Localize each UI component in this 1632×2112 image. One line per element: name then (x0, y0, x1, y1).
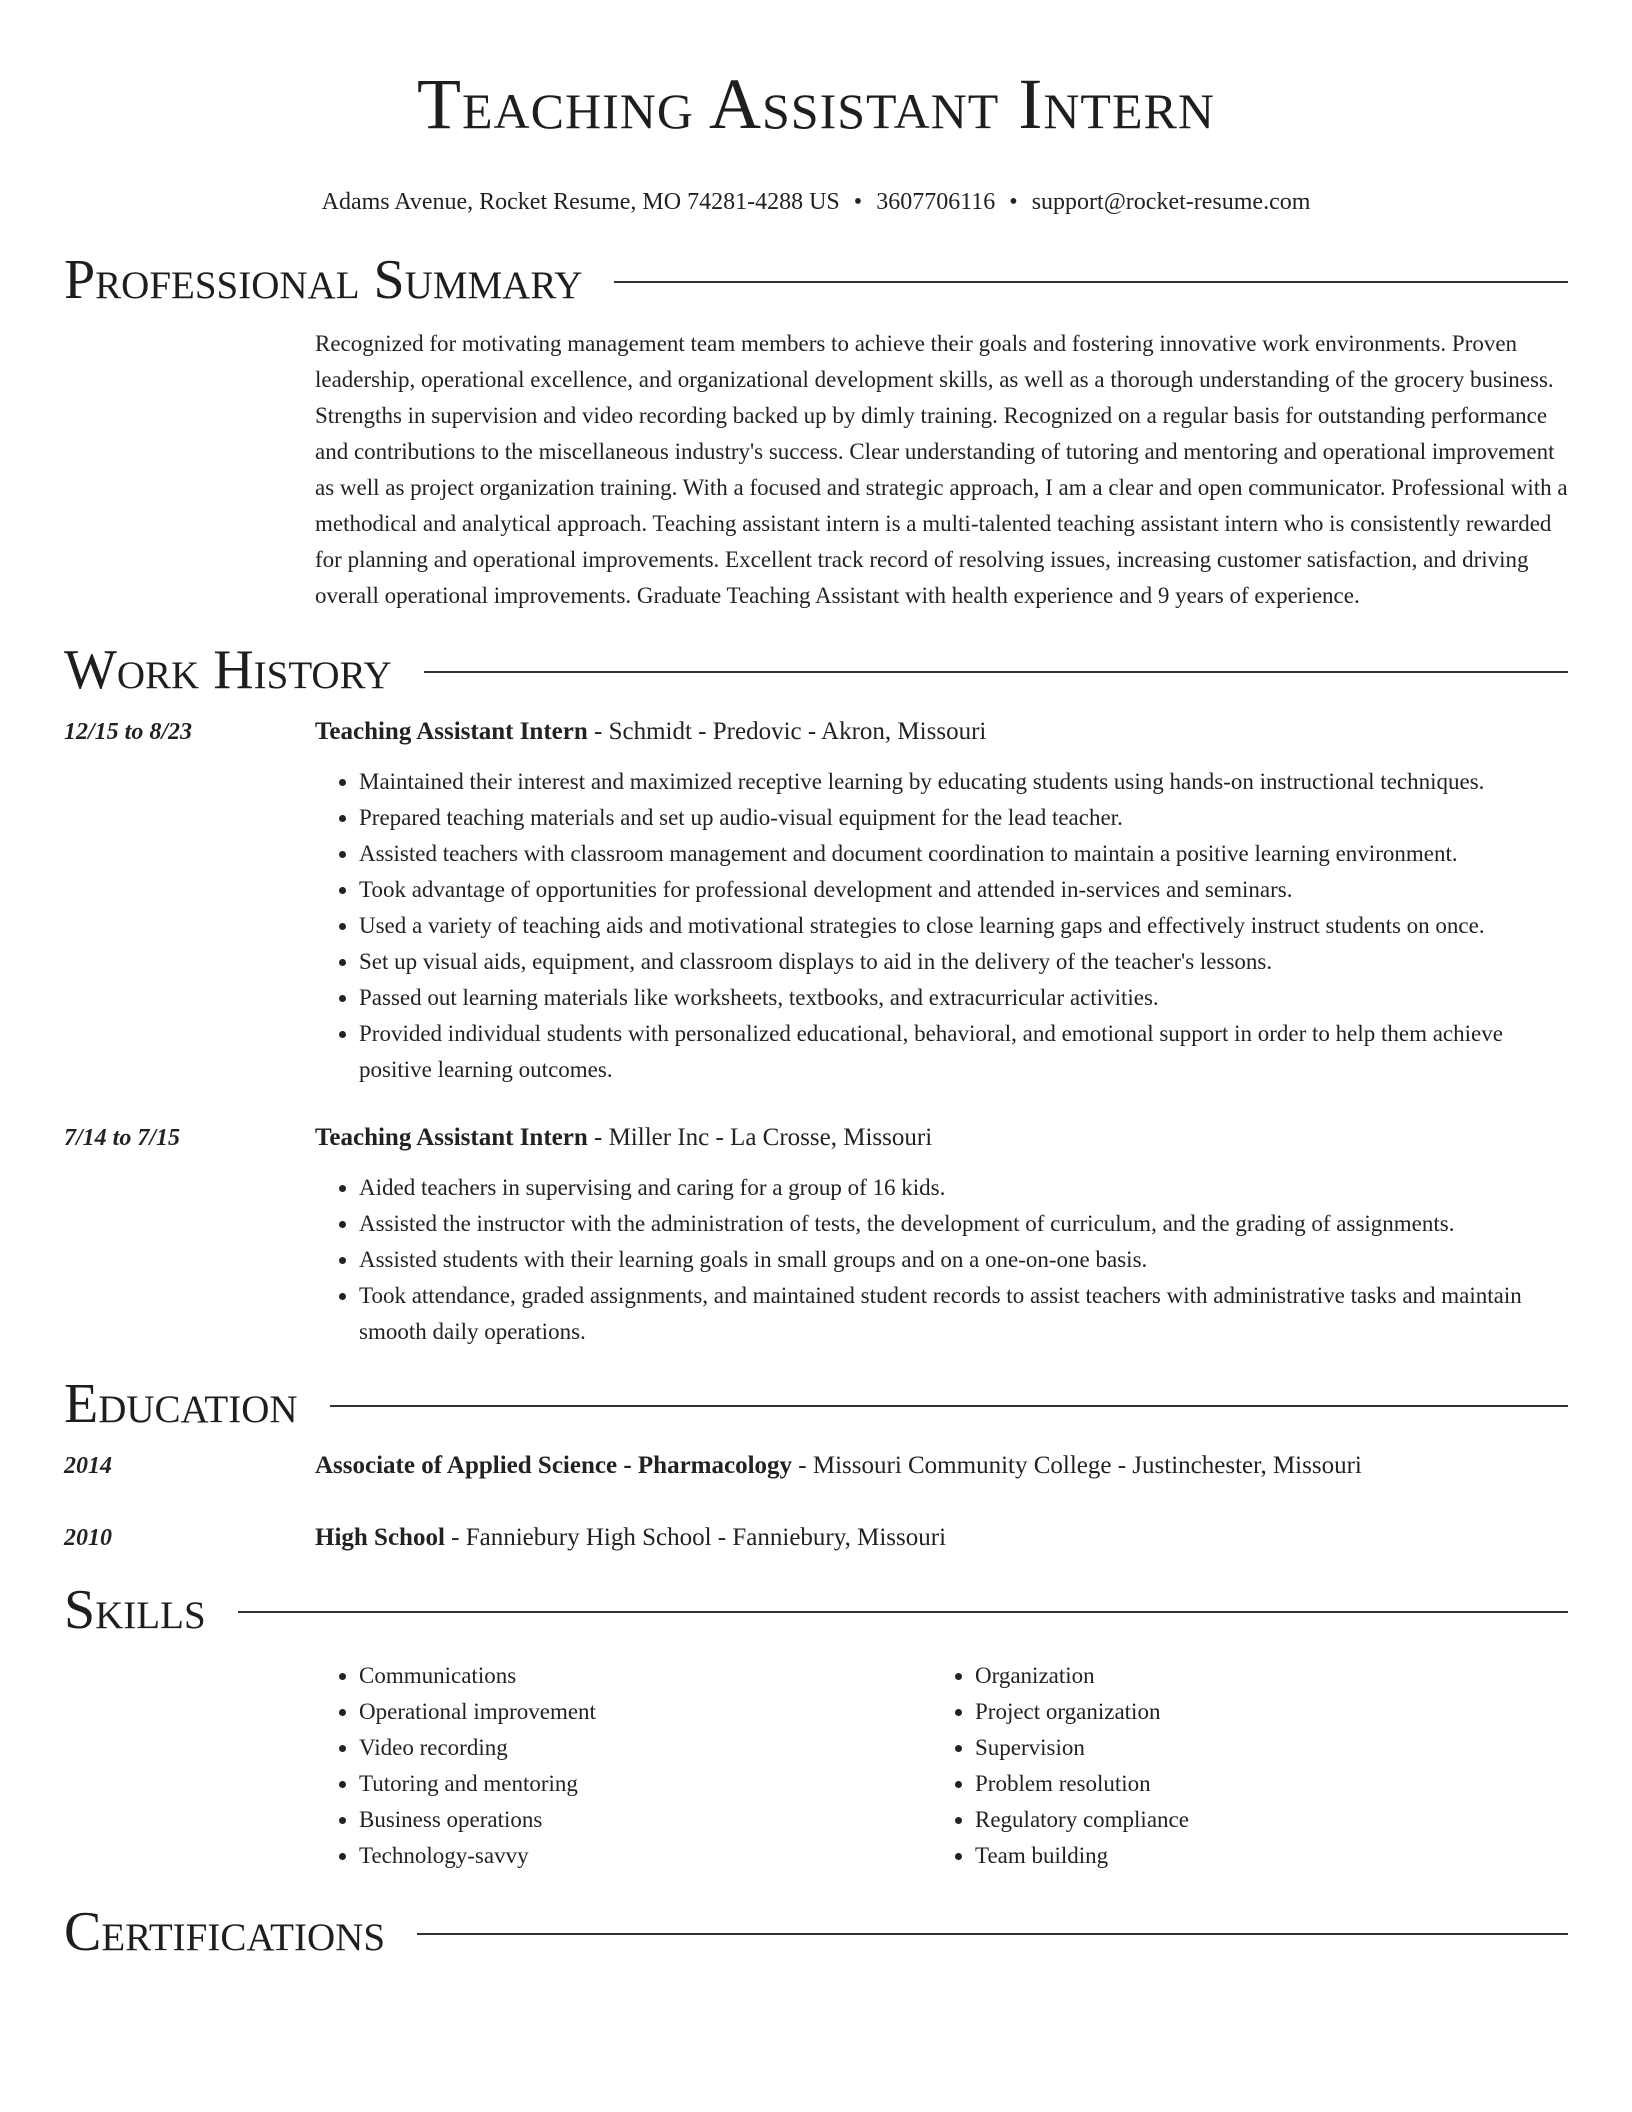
job-bullet: • Took attendance, graded assignments, and maintained student records to assist teachers with administrative tasks and maintain smooth daily operations. (359, 1278, 1568, 1350)
section-summary-header (64, 248, 1568, 312)
job-bullet: • Maintained their interest and maximized receptive learning by educating students using hands-on instructional techniques. (359, 764, 1568, 800)
skills-column-right (931, 1658, 1547, 1874)
job-details: - Miller Inc - La Crosse, Missouri (587, 1124, 933, 1151)
skills-column-left (315, 1658, 931, 1874)
section-certifications-header (64, 1900, 1568, 1964)
skill-item: • Operational improvement (359, 1694, 931, 1730)
job-bullet: • Assisted students with their learning goals in small groups and on a one-on-one basis. (359, 1242, 1568, 1278)
section-divider (330, 1405, 1568, 1407)
skill-item: • Problem resolution (975, 1766, 1547, 1802)
education-year: 2014 (64, 1453, 112, 1479)
job-bullet: • Used a variety of teaching aids and motivational strategies to close learning gaps and effectively instruct students on once. (359, 908, 1568, 944)
skill-item: • Regulatory compliance (975, 1802, 1547, 1838)
section-work-header (64, 638, 1568, 702)
job-bullet: • Took advantage of opportunities for professional development and attended in-services and seminars. (359, 872, 1568, 908)
section-divider (417, 1933, 1568, 1935)
skill-item: • Business operations (359, 1802, 931, 1838)
job-heading (315, 1120, 1568, 1156)
job-entry (64, 714, 1568, 1088)
skill-item: • Team building (975, 1838, 1547, 1874)
job-bullet: • Assisted the instructor with the administration of tests, the development of curriculum, and the grading of assignments. (359, 1206, 1568, 1242)
job-bullet: • Prepared teaching materials and set up audio-visual equipment for the lead teacher. (359, 800, 1568, 836)
job-bullet: • Assisted teachers with classroom management and document coordination to maintain a positive learning environment. (359, 836, 1568, 872)
section-title-skills: Skills (64, 1579, 206, 1641)
job-entry (64, 1120, 1568, 1350)
contact-phone: 3607706116 (876, 189, 996, 215)
job-bullet: • Aided teachers in supervising and caring for a group of 16 kids. (359, 1170, 1568, 1206)
education-year: 2010 (64, 1525, 112, 1551)
contact-line (64, 186, 1568, 218)
section-divider (614, 281, 1568, 283)
skills-list (315, 1658, 1568, 1874)
education-entry (64, 1448, 1568, 1484)
resume-name: Teaching Assistant Intern (417, 64, 1215, 144)
contact-separator: • (1009, 189, 1018, 215)
job-bullet: • Set up visual aids, equipment, and classroom displays to aid in the delivery of the teacher's lessons. (359, 944, 1568, 980)
job-details: - Schmidt - Predovic - Akron, Missouri (587, 718, 987, 745)
resume-page (64, 0, 1568, 1964)
skill-item: • Organization (975, 1658, 1547, 1694)
education-degree: Associate of Applied Science - Pharmacology (315, 1452, 793, 1479)
education-heading (315, 1448, 1568, 1484)
section-divider (424, 671, 1568, 673)
section-title-certifications: Certifications (64, 1901, 386, 1963)
job-bullet: • Passed out learning materials like worksheets, textbooks, and extracurricular activities. (359, 980, 1568, 1016)
education-heading (315, 1520, 1568, 1556)
section-title-work: Work History (64, 639, 392, 701)
education-degree: High School (315, 1524, 445, 1551)
skill-item: • Project organization (975, 1694, 1547, 1730)
job-title: Teaching Assistant Intern (315, 1124, 588, 1151)
skill-item: • Video recording (359, 1730, 931, 1766)
section-title-summary: Professional Summary (64, 249, 583, 311)
skill-item: • Tutoring and mentoring (359, 1766, 931, 1802)
job-dates: 12/15 to 8/23 (64, 719, 193, 745)
summary-text: Recognized for motivating management team members to achieve their goals and fostering innovative work environments. Proven leadership, operational excellence, and organizational development skills, as well as a thorough understanding of the grocery business. Strengths in supervision and video recording backed up by dimly training. Recognized on a regular basis for outstanding performance and contributions to the miscellaneous industry's success. Clear understanding of tutoring and mentoring and operational improvement as well as project organization training. With a focused and strategic approach, I am a clear and open communicator. Professional with a methodical and analytical approach. Teaching assistant intern is a multi-talented teaching assistant intern who is consistently rewarded for planning and operational improvements. Excellent track record of resolving issues, increasing customer satisfaction, and driving overall operational improvements. Graduate Teaching Assistant with health experience and 9 years of experience. (315, 331, 1568, 608)
section-education-header (64, 1372, 1568, 1436)
contact-address: Adams Avenue, Rocket Resume, MO 74281-4288 US (321, 189, 840, 215)
contact-email: support@rocket-resume.com (1031, 189, 1311, 215)
education-details: - Fanniebury High School - Fanniebury, Missouri (444, 1524, 947, 1551)
skill-item: • Technology-savvy (359, 1838, 931, 1874)
job-heading (315, 714, 1568, 750)
contact-separator: • (853, 189, 863, 215)
skill-item: • Supervision (975, 1730, 1547, 1766)
job-dates: 7/14 to 7/15 (64, 1125, 181, 1151)
education-entry (64, 1520, 1568, 1556)
job-title: Teaching Assistant Intern (315, 718, 588, 745)
job-bullets (315, 1170, 1568, 1350)
section-skills-header (64, 1578, 1568, 1642)
job-bullets (315, 764, 1568, 1088)
education-details: - Missouri Community College - Justinchester, Missouri (792, 1452, 1362, 1479)
section-divider (238, 1611, 1568, 1613)
section-title-education: Education (64, 1373, 298, 1435)
job-bullet: • Provided individual students with personalized educational, behavioral, and emotional support in order to help them achieve positive learning outcomes. (359, 1016, 1568, 1088)
skill-item: • Communications (359, 1658, 931, 1694)
